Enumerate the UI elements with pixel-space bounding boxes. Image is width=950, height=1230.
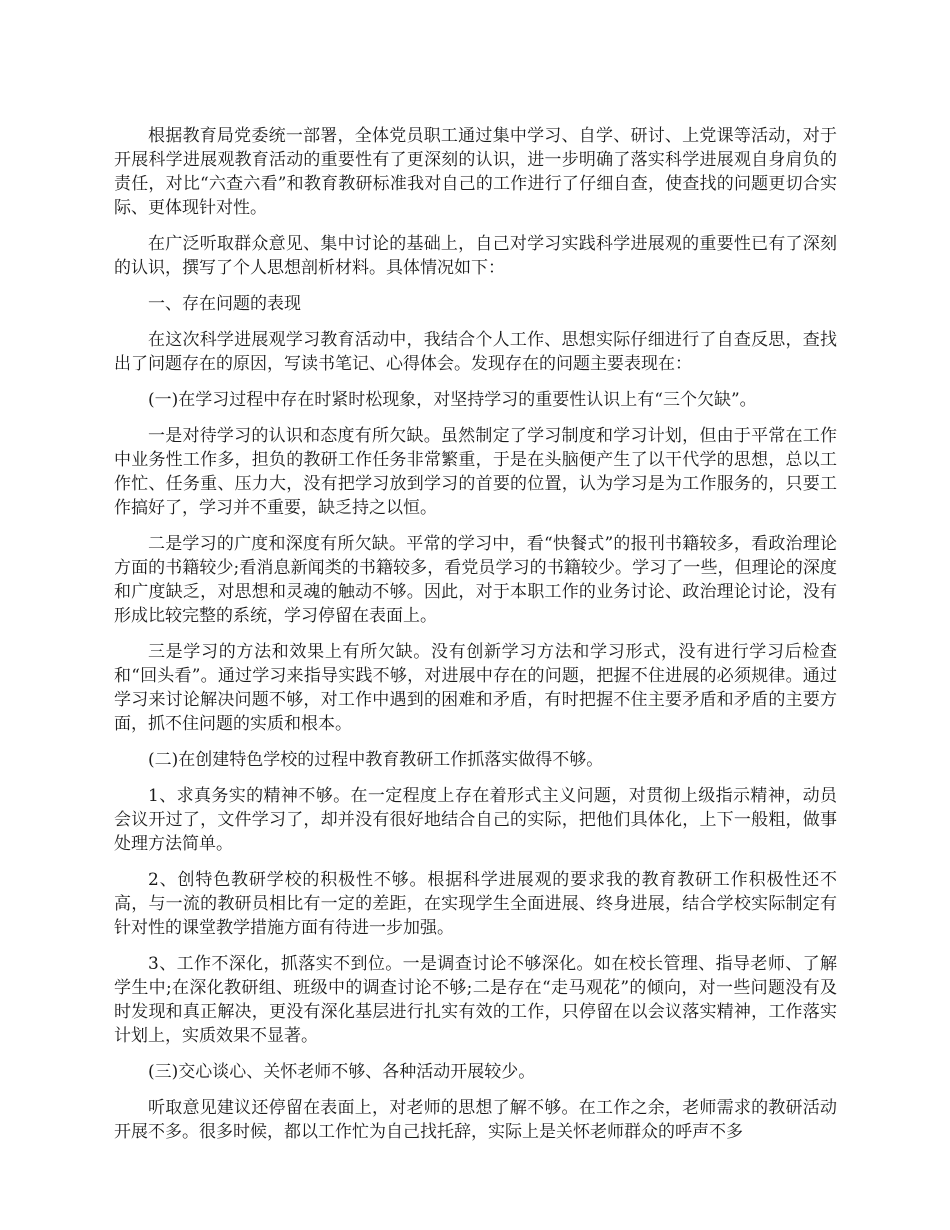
subsection-heading-2: (二)在创建特色学校的过程中教育教研工作抓落实做得不够。 (148, 750, 604, 770)
point-2-paragraph: 二是学习的广度和深度有所欠缺。平常的学习中，看“快餐式”的报刊书籍较多，看政治理论方面的书籍较少;看消息新闻类的书籍较多，看党员学习的书籍较少。学习了一些，但理论的深度和广度缺乏，对思想和灵魂的触动不够。因此，对于本职工作的业务讨论、政治理论讨论，没有形成比较完整的系统，学习停留在表面上。 (114, 534, 837, 626)
point-3-paragraph: 三是学习的方法和效果上有所欠缺。没有创新学习方法和学习形式，没有进行学习后检查和“回头看”。通过学习来指导实践不够，对进展中存在的问题，把握不住进展的必须规律。通过学习来讨论解决问题不够，对工作中遇到的困难和矛盾，有时把握不住主要矛盾和矛盾的主要方面，抓不住问题的实质和根本。 (114, 642, 837, 734)
item-2-paragraph: 2、创特色教研学校的积极性不够。根据科学进展观的要求我的教育教研工作积极性还不高，与一流的教研员相比有一定的差距，在实现学生全面进展、终身进展，结合学校实际制定有针对性的课堂教学措施方面有待进一步加强。 (114, 870, 837, 938)
point-1-paragraph: 一是对待学习的认识和态度有所欠缺。虽然制定了学习制度和学习计划，但由于平常在工作中业务性工作多，担负的教研工作任务非常繁重，于是在头脑便产生了以干代学的思想，总以工作忙、任务重、压力大，没有把学习放到学习的首要的位置，认为学习是为工作服务的，只要工作搞好了，学习并不重要，缺乏持之以恒。 (114, 426, 837, 518)
document-page (114, 124, 837, 1156)
closing-paragraph: 听取意见建议还停留在表面上，对老师的思想了解不够。在工作之余，老师需求的教研活动开展不多。很多时候，都以工作忙为自己找托辞，实际上是关怀老师群众的呼声不多 (114, 1098, 837, 1142)
subsection-heading-1: (一)在学习过程中存在时紧时松现象，对坚持学习的重要性认识上有“三个欠缺”。 (148, 390, 757, 410)
context-paragraph: 在广泛听取群众意见、集中讨论的基础上，自己对学习实践科学进展观的重要性已有了深刻的认识，撰写了个人思想剖析材料。具体情况如下： (114, 234, 837, 278)
intro-paragraph: 根据教育局党委统一部署，全体党员职工通过集中学习、自学、研讨、上党课等活动，对于开展科学进展观教育活动的重要性有了更深刻的认识，进一步明确了落实科学进展观自身肩负的责任，对比“六查六看”和教育教研标准我对自己的工作进行了仔细自查，使查找的问题更切合实际、更体现针对性。 (114, 126, 837, 218)
item-3-paragraph: 3、工作不深化，抓落实不到位。一是调查讨论不够深化。如在校长管理、指导老师、了解学生中;在深化教研组、班级中的调查讨论不够;二是存在“走马观花”的倾向，对一些问题没有及时发现和真正解决，更没有深化基层进行扎实有效的工作，只停留在以会议落实精神，工作落实计划上，实质效果不显著。 (114, 954, 837, 1046)
subsection-heading-3: (三)交心谈心、关怀老师不够、各种活动开展较少。 (148, 1062, 536, 1082)
item-1-paragraph: 1、求真务实的精神不够。在一定程度上存在着形式主义问题，对贯彻上级指示精神，动员会议开过了，文件学习了，却并没有很好地结合自己的实际，把他们具体化，上下一般粗，做事处理方法简单。 (114, 786, 837, 854)
section-1-intro-paragraph: 在这次科学进展观学习教育活动中，我结合个人工作、思想实际仔细进行了自查反思，查找出了问题存在的原因，写读书笔记、心得体会。发现存在的问题主要表现在： (114, 330, 837, 374)
section-heading-1: 一、存在问题的表现 (148, 294, 301, 314)
